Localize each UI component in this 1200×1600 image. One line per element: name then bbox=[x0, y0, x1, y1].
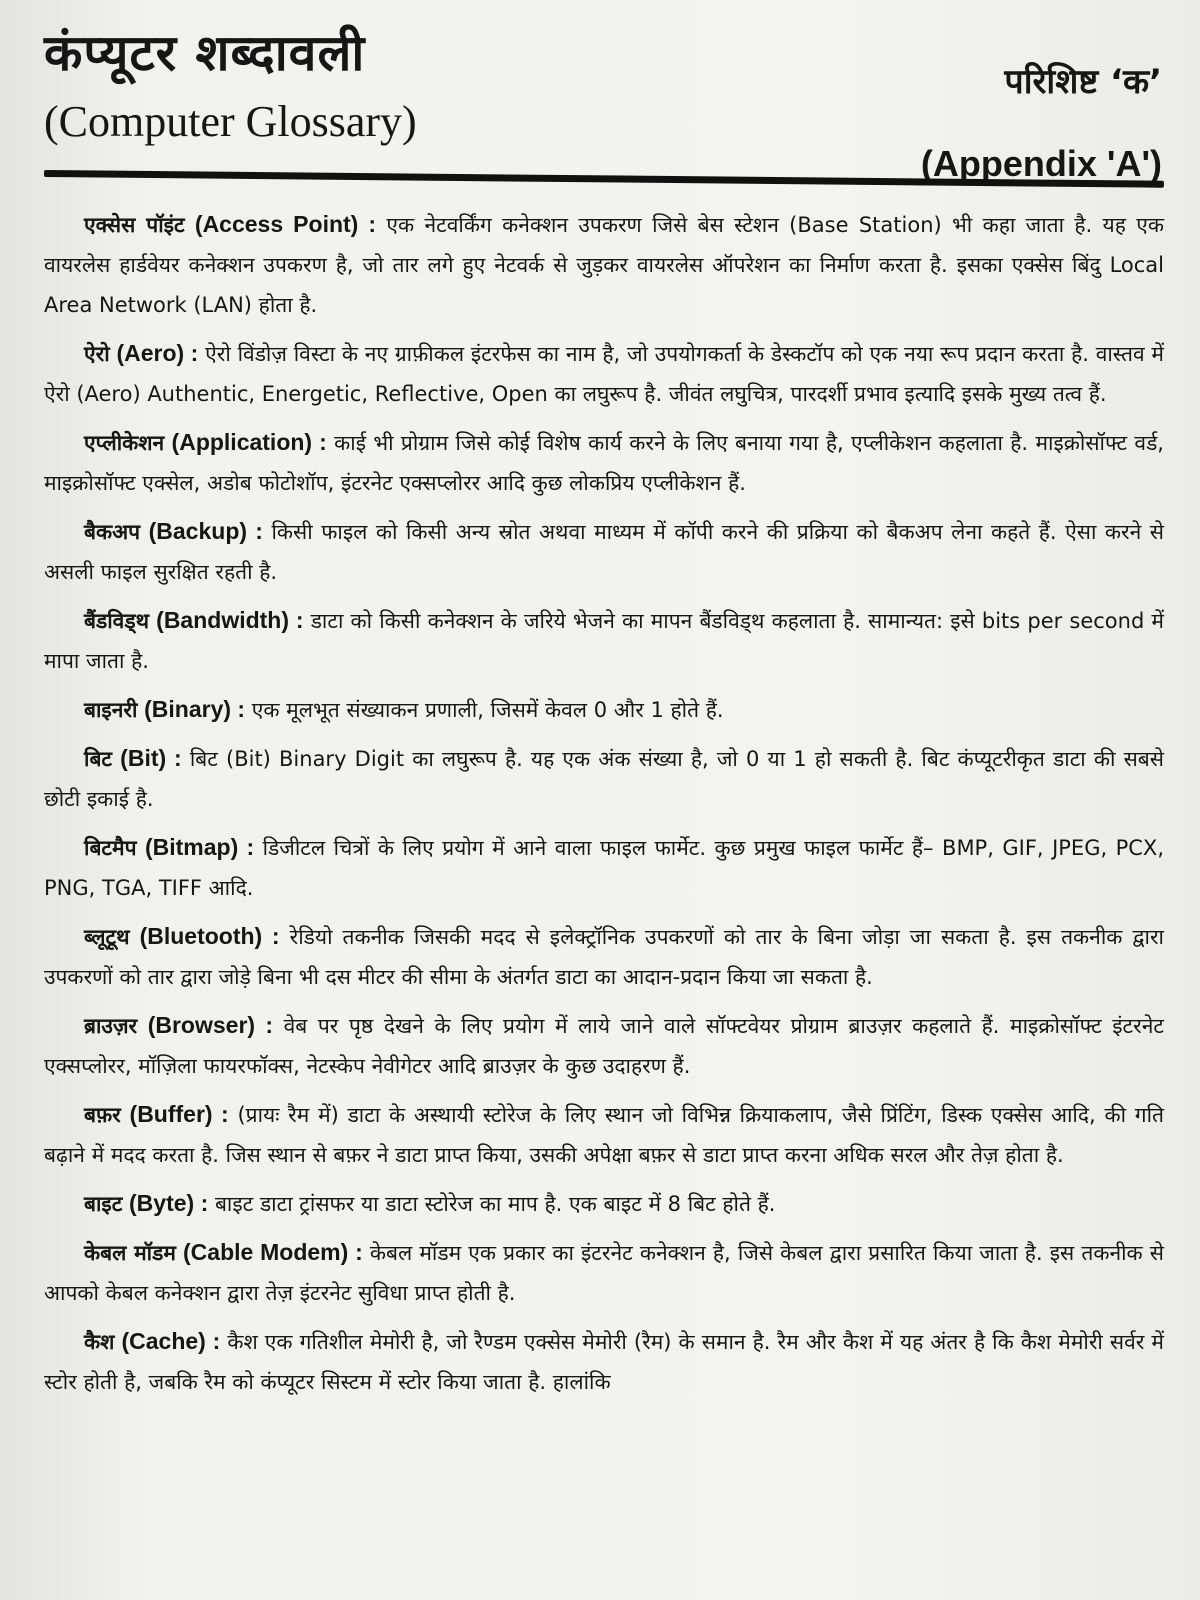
glossary-entry bbox=[44, 1183, 1164, 1224]
term-hindi: बैंडविड्थ bbox=[84, 609, 149, 633]
glossary-entry bbox=[44, 422, 1164, 503]
term-english: (Cache) : bbox=[121, 1328, 221, 1354]
term-hindi: ब्राउज़र bbox=[84, 1014, 138, 1038]
term-english: (Access Point) : bbox=[194, 211, 377, 237]
glossary-entry bbox=[44, 333, 1164, 414]
glossary-entry bbox=[44, 916, 1164, 997]
glossary-entry bbox=[44, 1005, 1164, 1086]
appendix-english: (Appendix 'A') bbox=[920, 143, 1162, 184]
term-hindi: बफ़र bbox=[84, 1103, 121, 1127]
page-header bbox=[44, 18, 1164, 190]
term-hindi: बैकअप bbox=[84, 520, 141, 544]
title-hindi: कंप्यूटर शब्दावली bbox=[44, 24, 366, 82]
definition: काई भी प्रोग्राम जिसे कोई विशेष कार्य करने के लिए बनाया गया है, एप्लीकेशन कहलाता है. माइक्रोसॉफ्ट वर्ड, माइक्रोसॉफ्ट एक्सेल, अडोब फोटोशॉप, इंटरनेट एक्सप्लोरर आदि कुछ लोकप्रिय एप्लीकेशन हैं. bbox=[44, 431, 1164, 495]
glossary-entry bbox=[44, 827, 1164, 908]
definition: केबल मॉडम एक प्रकार का इंटरनेट कनेक्शन है, जिसे केबल द्वारा प्रसारित किया जाता है. इस तकनीक से आपको केबल कनेक्शन द्वारा तेज़ इंटरनेट सुविधा प्राप्त होती है. bbox=[44, 1241, 1164, 1305]
title-english: (Computer Glossary) bbox=[44, 97, 417, 146]
definition: वेब पर पृष्ठ देखने के लिए प्रयोग में लाये जाने वाले सॉफ्टवेयर प्रोग्राम ब्राउज़र कहलाते हैं. माइक्रोसॉफ्ट इंटरनेट एक्सप्लोरर, मॉज़िला फायरफॉक्स, नेटस्केप नेवीगेटर आदि ब्राउज़र के कुछ उदाहरण हैं. bbox=[44, 1014, 1164, 1078]
definition: बाइट डाटा ट्रांसफर या डाटा स्टोरेज का माप है. एक बाइट में 8 बिट होते हैं. bbox=[214, 1192, 776, 1216]
definition: किसी फाइल को किसी अन्य स्रोत अथवा माध्यम में कॉपी करने की प्रक्रिया को बैकअप लेना कहते हैं. ऐसा करने से असली फाइल सुरक्षित रहती है. bbox=[44, 520, 1164, 584]
term-english: (Backup) : bbox=[148, 518, 263, 544]
term-english: (Buffer) : bbox=[129, 1101, 229, 1127]
definition: डिजीटल चित्रों के लिए प्रयोग में आने वाला फाइल फार्मेट. कुछ प्रमुख फाइल फार्मेट हैं– BMP, GIF, JPEG, PCX, PNG, TGA, TIFF आदि. bbox=[44, 836, 1164, 900]
term-hindi: बिट bbox=[84, 747, 113, 771]
term-english: (Bitmap) : bbox=[144, 834, 255, 860]
term-english: (Browser) : bbox=[147, 1012, 274, 1038]
glossary-entry bbox=[44, 1232, 1164, 1313]
term-hindi: बिटमैप bbox=[84, 836, 137, 860]
term-english: (Application) : bbox=[171, 429, 327, 455]
definition: एक मूलभूत संख्याकन प्रणाली, जिसमें केवल 0 और 1 होते हैं. bbox=[251, 698, 724, 722]
definition: कैश एक गतिशील मेमोरी है, जो रैण्डम एक्सेस मेमोरी (रैम) के समान है. रैम और कैश में यह अंतर है कि कैश मेमोरी सर्वर में स्टोर होती है, जबकि रैम को कंप्यूटर सिस्टम में स्टोर किया जाता है. हालांकि bbox=[44, 1330, 1164, 1394]
definition: ऐरो विंडोज़ विस्टा के नए ग्राफ़ीकल इंटरफेस का नाम है, जो उपयोगकर्ता के डेस्कटॉप को एक नया रूप प्रदान करता है. वास्तव में ऐरो (Aero) Authentic, Energetic, Reflective, Open का लघुरूप है. जीवंत लघुचित्र, पारदर्शी प्रभाव इत्यादि इसके मुख्य तत्व हैं. bbox=[44, 342, 1164, 406]
definition: बिट (Bit) Binary Digit का लघुरूप है. यह एक अंक संख्या है, जो 0 या 1 हो सकती है. बिट कंप्यूटरीकृत डाटा की सबसे छोटी इकाई है. bbox=[44, 747, 1164, 811]
term-hindi: एक्सेस पॉइंट bbox=[84, 213, 185, 237]
appendix-hindi: परिशिष्ट ‘क’ bbox=[1004, 62, 1162, 102]
term-english: (Aero) : bbox=[116, 340, 199, 366]
definition: रेडियो तकनीक जिसकी मदद से इलेक्ट्रॉनिक उपकरणों को तार के बिना जोड़ा जा सकता है. इस तकनीक द्वारा उपकरणों को तार द्वारा जोड़े बिना भी दस मीटर की सीमा के अंतर्गत डाटा का आदान-प्रदान किया जा सकता है. bbox=[44, 925, 1164, 989]
term-english: (Bit) : bbox=[120, 745, 182, 771]
glossary-entry bbox=[44, 1094, 1164, 1175]
glossary-entries bbox=[44, 190, 1164, 1402]
term-english: (Bluetooth) : bbox=[139, 923, 280, 949]
glossary-entry bbox=[44, 204, 1164, 325]
term-hindi: बाइट bbox=[84, 1192, 123, 1216]
glossary-entry bbox=[44, 738, 1164, 819]
term-hindi: केबल मॉडम bbox=[84, 1241, 176, 1265]
definition: (प्रायः रैम में) डाटा के अस्थायी स्टोरेज के लिए स्थान जो विभिन्न क्रियाकलाप, जैसे प्रिंटिंग, डिस्क एक्सेस आदि, की गति बढ़ाने में मदद करता है. जिस स्थान से बफ़र ने डाटा प्राप्त किया, उसकी अपेक्षा बफ़र से डाटा प्राप्त करना अधिक सरल और तेज़ होता है. bbox=[44, 1103, 1164, 1167]
definition: एक नेटवर्किंग कनेक्शन उपकरण जिसे बेस स्टेशन (Base Station) भी कहा जाता है. यह एक वायरलेस हार्डवेयर कनेक्शन उपकरण है, जो तार लगे हुए नेटवर्क से जुड़कर वायरलेस ऑपरेशन का निर्माण करता है. इसका एक्सेस बिंदु Local Area Network (LAN) होता है. bbox=[44, 213, 1164, 317]
glossary-entry bbox=[44, 511, 1164, 592]
term-english: (Bandwidth) : bbox=[156, 607, 304, 633]
glossary-entry bbox=[44, 600, 1164, 681]
term-english: (Cable Modem) : bbox=[183, 1239, 363, 1265]
term-hindi: ऐरो bbox=[84, 342, 110, 366]
term-hindi: बाइनरी bbox=[84, 698, 138, 722]
term-hindi: ब्लूटूथ bbox=[84, 925, 130, 949]
term-hindi: एप्लीकेशन bbox=[84, 431, 165, 455]
glossary-entry bbox=[44, 1321, 1164, 1402]
term-english: (Binary) : bbox=[144, 696, 246, 722]
glossary-entry bbox=[44, 689, 1164, 730]
term-hindi: कैश bbox=[84, 1330, 115, 1354]
term-english: (Byte) : bbox=[129, 1190, 209, 1216]
definition: डाटा को किसी कनेक्शन के जरिये भेजने का मापन बैंडविड्थ कहलाता है. सामान्यत: इसे bits per second में मापा जाता है. bbox=[44, 609, 1164, 673]
